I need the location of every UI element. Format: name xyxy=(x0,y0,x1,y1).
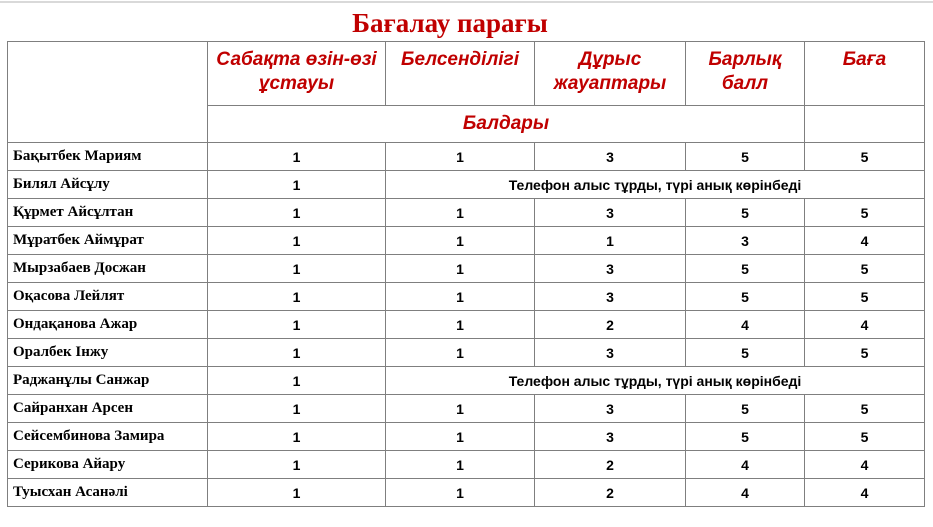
total-score-score: 4 xyxy=(686,479,805,507)
activity-score: 1 xyxy=(386,311,535,339)
activity-score: 1 xyxy=(386,479,535,507)
activity-score: 1 xyxy=(386,227,535,255)
correct-answers-score: 3 xyxy=(535,255,686,283)
correct-answers-score: 2 xyxy=(535,451,686,479)
table-row xyxy=(8,395,925,423)
self-conduct-score: 1 xyxy=(208,255,386,283)
total-score-score: 4 xyxy=(686,451,805,479)
activity-score: 1 xyxy=(386,339,535,367)
student-name: Серикова Айару xyxy=(8,451,208,479)
correct-answers-score: 2 xyxy=(535,479,686,507)
grade-score: 5 xyxy=(805,199,925,227)
grading-table xyxy=(7,41,925,507)
table-row xyxy=(8,199,925,227)
grade-score: 5 xyxy=(805,255,925,283)
table-row xyxy=(8,311,925,339)
activity-score: 1 xyxy=(386,395,535,423)
header-self-conduct: Сабақта өзін-өзі ұстауы xyxy=(208,42,386,106)
grade-score: 5 xyxy=(805,283,925,311)
table-row xyxy=(8,451,925,479)
self-conduct-score: 1 xyxy=(208,171,386,199)
table-row xyxy=(8,255,925,283)
header-grade: Баға xyxy=(805,42,925,106)
activity-score: 1 xyxy=(386,283,535,311)
total-score-score: 5 xyxy=(686,143,805,171)
self-conduct-score: 1 xyxy=(208,143,386,171)
top-rule xyxy=(0,1,933,3)
student-name: Мұратбек Аймұрат xyxy=(8,227,208,255)
grade-score: 5 xyxy=(805,423,925,451)
correct-answers-score: 3 xyxy=(535,199,686,227)
student-name: Раджанұлы Санжар xyxy=(8,367,208,395)
student-name: Туысхан Асанәлі xyxy=(8,479,208,507)
total-score-score: 5 xyxy=(686,255,805,283)
total-score-score: 3 xyxy=(686,227,805,255)
table-row xyxy=(8,283,925,311)
self-conduct-score: 1 xyxy=(208,367,386,395)
student-name: Мырзабаев Досжан xyxy=(8,255,208,283)
self-conduct-score: 1 xyxy=(208,451,386,479)
correct-answers-score: 2 xyxy=(535,311,686,339)
total-score-score: 5 xyxy=(686,283,805,311)
self-conduct-score: 1 xyxy=(208,479,386,507)
absence-note: Телефон алыс тұрды, түрі анық көрінбеді xyxy=(386,171,925,199)
grade-score: 4 xyxy=(805,227,925,255)
total-score-score: 5 xyxy=(686,339,805,367)
correct-answers-score: 3 xyxy=(535,339,686,367)
activity-score: 1 xyxy=(386,451,535,479)
activity-score: 1 xyxy=(386,423,535,451)
header-correct-answers: Дұрыс жауаптары xyxy=(535,42,686,106)
grade-score: 4 xyxy=(805,451,925,479)
correct-answers-score: 3 xyxy=(535,423,686,451)
student-name: Оқасова Лейлят xyxy=(8,283,208,311)
header-total-score: Барлық балл xyxy=(686,42,805,106)
correct-answers-score: 3 xyxy=(535,395,686,423)
scores-subheader-grade-blank xyxy=(805,106,925,143)
student-name: Сайранхан Арсен xyxy=(8,395,208,423)
student-name: Сейсембинова Замира xyxy=(8,423,208,451)
self-conduct-score: 1 xyxy=(208,423,386,451)
page-title: Бағалау парағы xyxy=(352,8,548,38)
total-score-score: 5 xyxy=(686,199,805,227)
student-name: Құрмет Айсұлтан xyxy=(8,199,208,227)
activity-score: 1 xyxy=(386,255,535,283)
absence-note: Телефон алыс тұрды, түрі анық көрінбеді xyxy=(386,367,925,395)
header-name-cell xyxy=(8,42,208,143)
student-name: Оралбек Інжу xyxy=(8,339,208,367)
table-row xyxy=(8,171,925,199)
total-score-score: 5 xyxy=(686,395,805,423)
table-row xyxy=(8,367,925,395)
correct-answers-score: 3 xyxy=(535,283,686,311)
grade-score: 4 xyxy=(805,311,925,339)
table-row xyxy=(8,227,925,255)
total-score-score: 4 xyxy=(686,311,805,339)
student-name: Билял Айсұлу xyxy=(8,171,208,199)
header-row xyxy=(8,42,925,106)
self-conduct-score: 1 xyxy=(208,395,386,423)
grade-score: 4 xyxy=(805,479,925,507)
student-name: Бақытбек Мариям xyxy=(8,143,208,171)
activity-score: 1 xyxy=(386,199,535,227)
table-row xyxy=(8,143,925,171)
header-activity: Белсенділігі xyxy=(386,42,535,106)
self-conduct-score: 1 xyxy=(208,339,386,367)
grade-score: 5 xyxy=(805,395,925,423)
correct-answers-score: 3 xyxy=(535,143,686,171)
self-conduct-score: 1 xyxy=(208,199,386,227)
self-conduct-score: 1 xyxy=(208,283,386,311)
student-name: Ондақанова Ажар xyxy=(8,311,208,339)
table-row xyxy=(8,339,925,367)
table-row xyxy=(8,423,925,451)
grade-score: 5 xyxy=(805,143,925,171)
table-row xyxy=(8,479,925,507)
grade-score: 5 xyxy=(805,339,925,367)
correct-answers-score: 1 xyxy=(535,227,686,255)
scores-subheader: Балдары xyxy=(208,106,805,143)
total-score-score: 5 xyxy=(686,423,805,451)
self-conduct-score: 1 xyxy=(208,227,386,255)
self-conduct-score: 1 xyxy=(208,311,386,339)
activity-score: 1 xyxy=(386,143,535,171)
